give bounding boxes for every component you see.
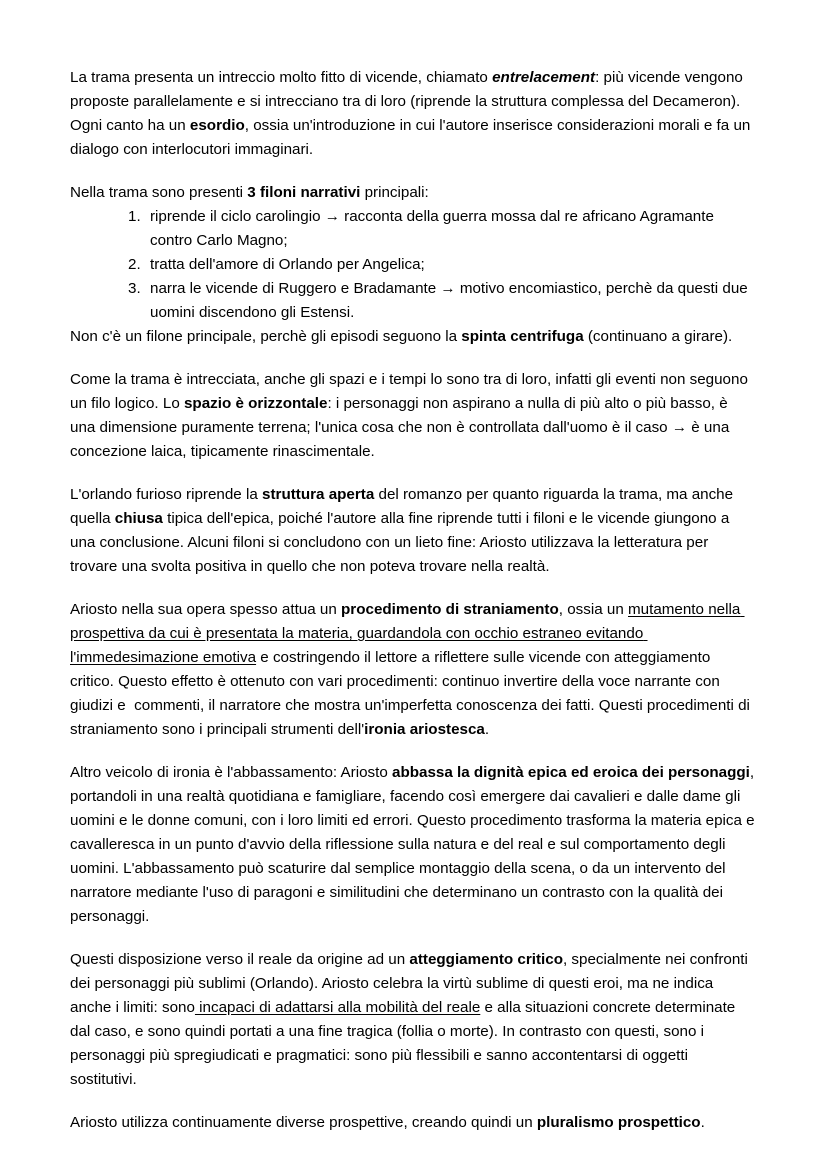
paragraph-atteggiamento-critico xyxy=(70,948,757,1092)
text-run: , ossia un'introduzione in cui l'autore inserisce considerazioni morali e fa un dialogo con interlocutori immaginari. xyxy=(70,117,755,158)
text-run: , ossia un xyxy=(558,601,628,618)
paragraph-abbassamento xyxy=(70,761,757,929)
paragraph-pluralismo-prospettico xyxy=(70,1111,757,1135)
term-spazio-orizzontale: spazio è orizzontale xyxy=(183,395,328,412)
text-run: Questi disposizione verso il reale da origine ad un xyxy=(70,951,410,968)
text-run: , specialmente nei confronti dei personaggi più sublimi (Orlando). Ariosto celebra la virtù sublime di questi eroi, ma ne indica anche i limiti: sono xyxy=(70,951,753,1016)
term-chiusa: chiusa xyxy=(114,510,163,527)
term-procedimento-straniamento: procedimento di straniamento xyxy=(341,601,559,618)
text-run: . xyxy=(700,1114,705,1131)
term-entrelacement: entrelacement xyxy=(492,69,596,86)
text-run: , portandoli in una realtà quotidiana e famigliare, facendo così emergere dai cavalieri e dalle dame gli uomini e le donne comuni, con i loro limiti ed errori. Questo procedimento trasforma la materia epica e cavalleresca in un punto d'avvio della riflessione sulla natura e del real e sul comportamento degli uomini. L'abbassamento può scaturire dal semplice montaggio della scena, o da un intervento del narratore mediante l'uso di paragoni e similitudini che determinano un contrasto con la qualità dei personaggi. xyxy=(70,764,759,925)
text-run: Nella trama sono presenti xyxy=(70,184,248,201)
text-run: La trama presenta un intreccio molto fitto di vicende, chiamato xyxy=(70,69,493,86)
list-item: tratta dell'amore di Orlando per Angelica; xyxy=(150,256,425,273)
paragraph-struttura-aperta xyxy=(70,483,757,579)
text-run: del romanzo per quanto riguarda la trama, ma anche quella xyxy=(70,486,738,527)
text-run: . xyxy=(484,721,490,738)
paragraph-trama-entrelacement xyxy=(70,66,757,162)
term-atteggiamento-critico: atteggiamento critico xyxy=(409,951,563,968)
term-ironia-ariostesca: ironia ariostesca xyxy=(364,721,485,738)
paragraph-straniamento xyxy=(70,598,757,742)
text-run: Ariosto utilizza continuamente diverse prospettive, creando quindi un xyxy=(70,1114,537,1131)
text-run: tipica dell'epica, poiché l'autore alla fine riprende tutti i filoni e le vicende giungono a una conclusione. Alcuni filoni si concludono con un lieto fine: Ariosto utilizzava la letteratura per trovare una svolta positiva in quello che non poteva trovare nella realtà. xyxy=(70,510,734,575)
text-run: Altro veicolo di ironia è l'abbassamento: Ariosto xyxy=(70,764,393,781)
text-run: e alla situazioni concrete determinate dal caso, e sono quindi portati a una fine tragica (follia o morte). In contrasto con questi, sono i personaggi più spregiudicati e pragmatici: sono più flessibili e sanno accontentarsi di oggetti sostitutivi. xyxy=(70,999,740,1088)
paragraph-spinta-centrifuga xyxy=(70,325,757,349)
term-abbassa-dignita: abbassa la dignità epica ed eroica dei personaggi xyxy=(392,764,750,781)
text-run: Come la trama è intrecciata, anche gli spazi e i tempi lo sono tra di loro, infatti gli eventi non seguono un filo logico. Lo xyxy=(70,371,753,412)
text-run: : più vicende vengono proposte parallelamente e si intrecciano tra di loro (riprende la struttura complessa del Decameron). Ogni canto ha un xyxy=(70,69,748,134)
list-item: riprende il ciclo carolingio → racconta della guerra mossa dal re africano Agramante contro Carlo Magno; xyxy=(150,208,714,249)
term-filoni-narrativi: 3 filoni narrativi xyxy=(247,184,361,201)
term-spinta-centrifuga: spinta centrifuga xyxy=(461,328,584,345)
text-run: : i personaggi non aspirano a nulla di più alto o più basso, è una dimensione puramente terrena; l'unica cosa che non è controllata dall'uomo è il caso → è una concezione laica, tipicamente rinascimentale. xyxy=(70,395,734,460)
term-pluralismo-prospettico: pluralismo prospettico xyxy=(536,1114,701,1131)
term-struttura-aperta: struttura aperta xyxy=(262,486,375,503)
text-run: Non c'è un filone principale, perchè gli episodi seguono la xyxy=(70,328,462,345)
text-run: Ariosto nella sua opera spesso attua un xyxy=(70,601,342,618)
paragraph-spazio-orizzontale xyxy=(70,368,757,464)
list-item: narra le vicende di Ruggero e Bradamante → motivo encomiastico, perchè da questi due uomini discendono gli Estensi. xyxy=(150,280,748,321)
text-run: e costringendo il lettore a riflettere sulle vicende con atteggiamento critico. Questo effetto è ottenuto con vari procedimenti: continuo invertire della voce narrante con giudizi e commenti, il narratore che mostra un'imperfetta conoscenza dei fatti. Questi procedimenti di straniamento sono i principali strumenti dell' xyxy=(70,649,755,738)
term-esordio: esordio xyxy=(189,117,245,134)
text-run: principali: xyxy=(360,184,429,201)
underlined-definition-straniamento: mutamento nella prospettiva da cui è presentata la materia, guardandola con occhio estraneo evitando l'immedesimazione emotiva xyxy=(70,601,745,666)
text-run: L'orlando furioso riprende la xyxy=(70,486,263,503)
narrative-threads-list xyxy=(70,205,757,325)
text-run: (continuano a girare). xyxy=(583,328,733,345)
paragraph-filoni-intro xyxy=(70,181,757,205)
underlined-limiti-personaggi: incapaci di adattarsi alla mobilità del reale xyxy=(194,999,481,1016)
document-body xyxy=(70,66,757,1135)
